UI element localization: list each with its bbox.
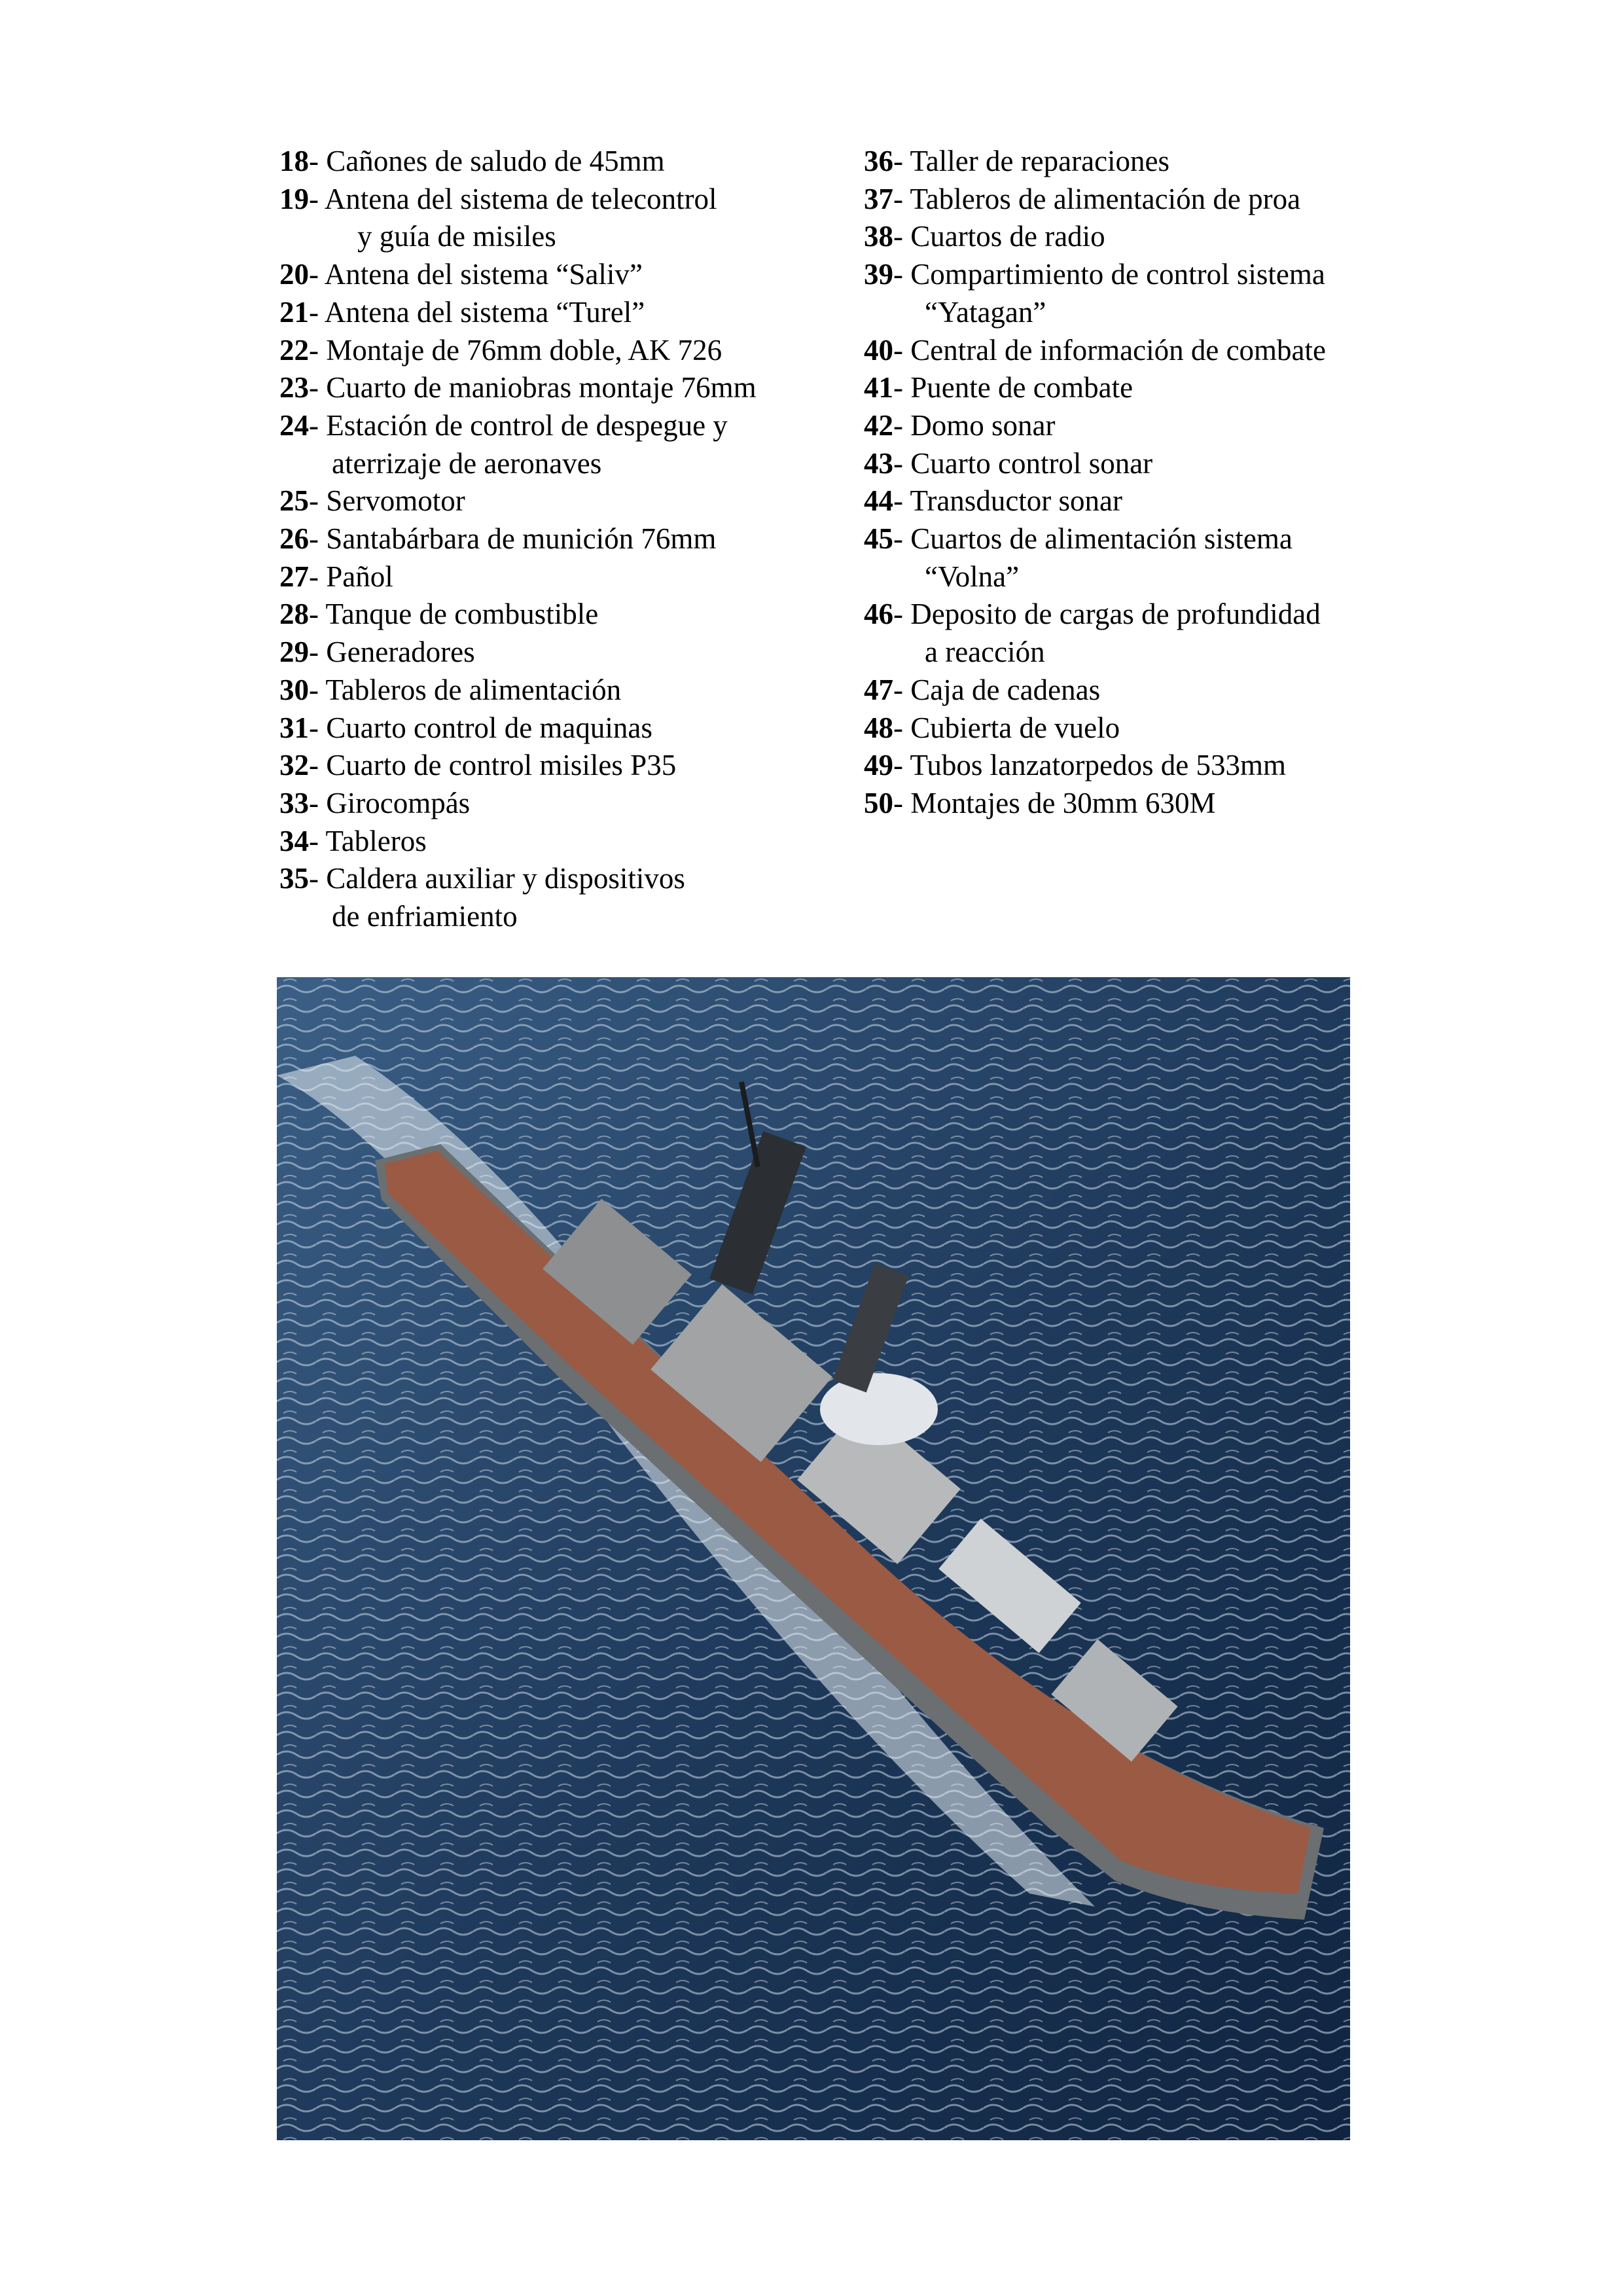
legend-item-36: 36- Taller de reparaciones [864,145,1170,177]
legend-number: 32 [279,749,309,782]
legend-number: 26 [279,522,309,556]
legend-number: 41 [864,371,893,404]
legend-number: 30 [279,673,309,706]
legend-item-31: 31- Cuarto control de maquinas [279,711,652,744]
legend-text: Cuartos de radio [910,220,1105,253]
legend-number: 44 [864,484,893,518]
legend-number: 42 [864,408,893,442]
legend-text: Tanque de combustible [325,598,599,631]
legend-item-26: 26- Santabárbara de munición 76mm [279,522,717,556]
legend-number: 29 [279,636,309,669]
legend-text-continued: “Volna” [925,560,1020,593]
legend-item-35: 35- Caldera auxiliar y dispositivos de enfriamiento [279,860,868,935]
legend-item-50: 50- Montajes de 30mm 630M [864,786,1216,819]
legend-item-42: 42- Domo sonar [864,408,1056,442]
legend-number: 37 [864,182,893,215]
legend-text: Estación de control de despegue y [326,408,728,442]
legend-text: Girocompás [326,786,471,819]
legend-text: Deposito de cargas de profundidad [910,598,1321,631]
legend-number: 28 [279,598,309,631]
legend-text: Pañol [326,560,393,593]
legend-text-continued: y guía de misiles [357,220,556,253]
legend-text: Cuarto de control misiles P35 [326,749,677,782]
legend-text: Domo sonar [910,408,1056,442]
legend-text: Caldera auxiliar y dispositivos [326,862,685,895]
legend-text: Antena del sistema de telecontrol [324,182,717,215]
legend-text: Compartimiento de control sistema [910,258,1325,291]
legend-number: 49 [864,749,893,782]
legend-text: Antena del sistema “Turel” [324,295,645,329]
legend-list-right [864,143,1453,823]
legend-text-continued: “Yatagan” [925,295,1046,329]
legend-number: 18 [279,145,309,177]
legend-text-continued: a reacción [925,636,1045,669]
legend-item-28: 28- Tanque de combustible [279,598,599,631]
legend-item-23: 23- Cuarto de maniobras montaje 76mm [279,371,757,404]
legend-text-continued: de enfriamiento [332,900,518,933]
legend-number: 19 [279,182,309,215]
legend-text: Servomotor [326,484,465,518]
legend-item-49: 49- Tubos lanzatorpedos de 533mm [864,749,1286,782]
legend-item-22: 22- Montaje de 76mm doble, AK 726 [279,333,722,367]
legend-item-41: 41- Puente de combate [864,371,1133,404]
legend-item-25: 25- Servomotor [279,484,465,518]
legend-number: 24 [279,408,309,442]
legend-item-39: 39- Compartimiento de control sistema “Yatagan” [864,256,1453,331]
legend-text: Tableros de alimentación [325,673,622,706]
legend-text: Santabárbara de munición 76mm [326,522,717,556]
warship-illustration [277,977,1350,2140]
legend-text: Cañones de saludo de 45mm [326,145,665,177]
legend-item-43: 43- Cuarto control sonar [864,446,1153,480]
legend-item-30: 30- Tableros de alimentación [279,673,622,706]
legend-number: 45 [864,522,893,556]
legend-number: 40 [864,333,893,367]
legend-text: Cuarto control de maquinas [326,711,652,744]
legend-number: 20 [279,258,309,291]
legend-text: Cuarto control sonar [910,446,1153,480]
legend-number: 36 [864,145,893,177]
legend-item-29: 29- Generadores [279,636,475,669]
legend-item-33: 33- Girocompás [279,786,471,819]
legend-number: 48 [864,711,893,744]
legend-text: Cuarto de maniobras montaje 76mm [326,371,757,404]
legend-item-24: 24- Estación de control de despegue y aterrizaje de aeronaves [279,407,868,482]
legend-number: 21 [279,295,309,329]
legend-number: 50 [864,786,893,819]
legend-item-37: 37- Tableros de alimentación de proa [864,182,1301,215]
legend-text: Transductor sonar [910,484,1122,518]
legend-number: 34 [279,824,309,857]
legend-number: 47 [864,673,893,706]
legend-item-21: 21- Antena del sistema “Turel” [279,295,645,329]
legend-item-32: 32- Cuarto de control misiles P35 [279,749,677,782]
legend-text: Cubierta de vuelo [910,711,1120,744]
legend-list-left [279,143,868,936]
legend-number: 23 [279,371,309,404]
legend-item-40: 40- Central de información de combate [864,333,1326,367]
legend-item-20: 20- Antena del sistema “Saliv” [279,258,643,291]
legend-text-continued: aterrizaje de aeronaves [332,446,602,480]
legend-number: 31 [279,711,309,744]
legend-item-47: 47- Caja de cadenas [864,673,1101,706]
legend-item-44: 44- Transductor sonar [864,484,1122,518]
legend-text: Tableros [325,824,427,857]
legend-item-45: 45- Cuartos de alimentación sistema “Volna” [864,520,1453,596]
legend-item-38: 38- Cuartos de radio [864,220,1105,253]
legend-number: 35 [279,862,309,895]
legend-item-46: 46- Deposito de cargas de profundidad a reacción [864,596,1453,671]
legend-item-27: 27- Pañol [279,560,393,593]
legend-text: Caja de cadenas [910,673,1101,706]
legend-text: Montajes de 30mm 630M [910,786,1216,819]
legend-number: 22 [279,333,309,367]
legend-number: 46 [864,598,893,631]
legend-number: 38 [864,220,893,253]
legend-number: 27 [279,560,309,593]
legend-text: Cuartos de alimentación sistema [910,522,1293,556]
legend-text: Montaje de 76mm doble, AK 726 [326,333,722,367]
legend-item-48: 48- Cubierta de vuelo [864,711,1120,744]
legend-text: Taller de reparaciones [910,145,1170,177]
legend-text: Tubos lanzatorpedos de 533mm [910,749,1286,782]
legend-text: Central de información de combate [910,333,1326,367]
legend-text: Tableros de alimentación de proa [910,182,1301,215]
legend-number: 33 [279,786,309,819]
legend-number: 39 [864,258,893,291]
warship-photo [277,977,1350,2140]
legend-item-34: 34- Tableros [279,824,427,857]
legend-number: 43 [864,446,893,480]
legend-number: 25 [279,484,309,518]
legend-text: Generadores [326,636,475,669]
legend-item-18: 18- Cañones de saludo de 45mm [279,145,665,177]
legend-text: Puente de combate [910,371,1133,404]
legend-text: Antena del sistema “Saliv” [324,258,643,291]
legend-item-19: 19- Antena del sistema de telecontrol y guía de misiles [279,181,868,256]
